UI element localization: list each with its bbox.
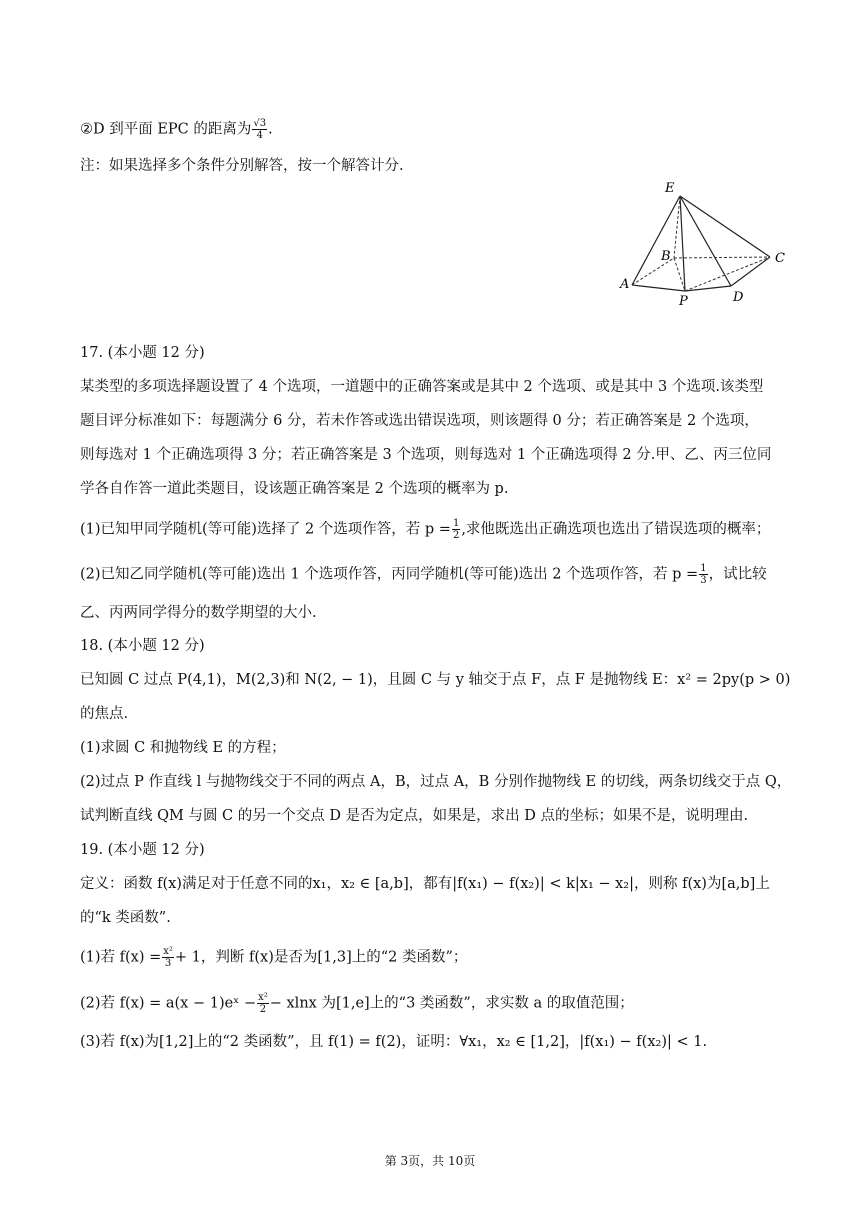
q19-definition-cont: 的“k 类函数”. xyxy=(80,910,171,926)
q19-header: 19. (本小题 12 分) xyxy=(80,842,205,858)
q17-line-3: 则每选对 1 个正确选项得 3 分；若正确答案是 3 个选项，则每选对 1 个正确选项得 2 分.甲、乙、丙三位同 xyxy=(80,447,772,463)
pyramid-figure xyxy=(615,178,795,308)
q19-part-1: (1)若 f(x) = $\frac{\text{x²}}{3}$ + 1，判断 f(x)是否为[1,3]上的“2 类函数”； xyxy=(80,946,468,969)
q17-line-1: 某类型的多项选择题设置了 4 个选项，一道题中的正确答案或是其中 2 个选项、或是其中 3 个选项.该类型 xyxy=(80,379,764,395)
page-footer: 第 3页，共 10页 xyxy=(384,1154,476,1168)
fraction: $\frac{\text{x²}}{2}$ xyxy=(258,992,268,1015)
circled-number: ② xyxy=(80,121,93,138)
fraction: $\frac{1}{2}$ xyxy=(452,518,460,541)
condition-2: ②D 到平面 EPC 的距离为 $\frac{√3}{4}$ . xyxy=(80,118,273,141)
label-D: D xyxy=(733,290,744,305)
q19-definition: 定义：函数 f(x)满足对于任意不同的x₁，x₂ ∈ [a,b]，都有|f(x₁) − f(x₂)| < k|x₁ − x₂|，则称 f(x)为[a,b]上 xyxy=(80,876,770,892)
label-E: E xyxy=(665,181,675,196)
fraction: $\frac{1}{3}$ xyxy=(700,563,707,586)
q17-part-2-cont: 乙、丙两同学得分的数学期望的大小. xyxy=(80,605,317,621)
label-A: A xyxy=(620,277,630,292)
q17-header: 17. (本小题 12 分) xyxy=(80,345,205,361)
label-C: C xyxy=(775,251,785,266)
label-P: P xyxy=(679,294,688,308)
q18-part-2: (2)过点 P 作直线 l 与抛物线交于不同的两点 A，B，过点 A，B 分别作抛物线 E 的切线，两条切线交于点 Q， xyxy=(80,774,792,790)
q18-line-1: 已知圆 C 过点 P(4,1)，M(2,3)和 N(2, − 1)，且圆 C 与 y 轴交于点 F，点 F 是抛物线 E：x² = 2py(p > 0) xyxy=(80,672,791,688)
q19-part-3: (3)若 f(x)为[1,2]上的“2 类函数”，且 f(1) = f(2)，证明：∀x₁，x₂ ∈ [1,2]，|f(x₁) − f(x₂)| < 1. xyxy=(80,1034,708,1050)
q18-part-2-cont: 试判断直线 QM 与圆 C 的另一个交点 D 是否为定点，如果是，求出 D 点的坐标；如果不是，说明理由. xyxy=(80,808,749,824)
fraction: $\frac{√3}{4}$ xyxy=(253,118,267,141)
q17-line-2: 题目评分标准如下：每题满分 6 分，若未作答或选出错误选项，则该题得 0 分；若正确答案是 2 个选项， xyxy=(80,413,759,429)
label-B: B xyxy=(661,249,671,264)
q18-part-1: (1)求圆 C 和抛物线 E 的方程； xyxy=(80,740,286,756)
q17-part-2: (2)已知乙同学随机(等可能)选出 1 个选项作答，丙同学随机(等可能)选出 2 个选项作答，若 p = $\frac{1}{3}$ ，试比较 xyxy=(80,563,767,586)
q18-header: 18. (本小题 12 分) xyxy=(80,638,205,654)
q18-line-2: 的焦点. xyxy=(80,706,129,722)
q17-line-4: 学各自作答一道此类题目，设该题正确答案是 2 个选项的概率为 p. xyxy=(80,481,509,497)
note: 注：如果选择多个条件分别解答，按一个解答计分. xyxy=(80,158,404,174)
fraction: $\frac{\text{x²}}{3}$ xyxy=(163,946,173,969)
q19-part-2: (2)若 f(x) = a(x − 1)eˣ − $\frac{\text{x²}}{2}$ − xlnx 为[1,e]上的“3 类函数”，求实数 a 的取值范围； xyxy=(80,992,634,1015)
condition-text: D 到平面 EPC 的距离为 xyxy=(93,121,252,138)
q17-part-1: (1)已知甲同学随机(等可能)选择了 2 个选项作答，若 p = $\frac{1}{2}$ ,求他既选出正确选项也选出了错误选项的概率； xyxy=(80,518,771,541)
